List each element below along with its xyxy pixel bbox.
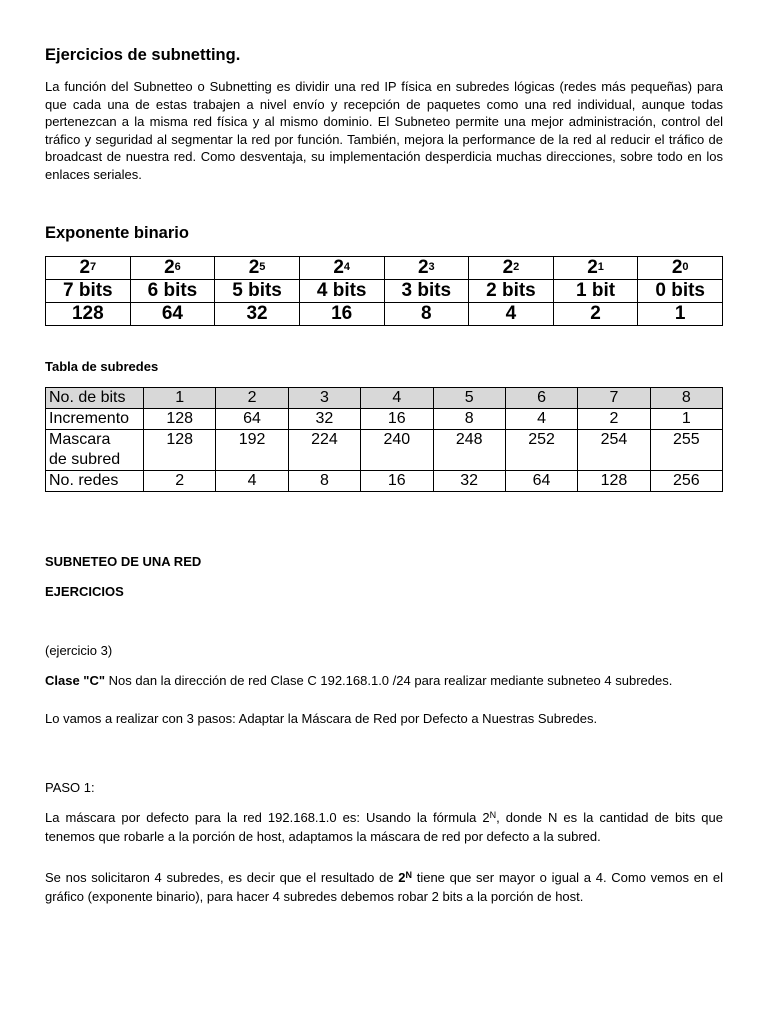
power-exponent: 6 (174, 261, 181, 273)
exercise-label: (ejercicio 3) (45, 643, 113, 658)
power-base: 2 (671, 257, 683, 278)
power-base: 2 (502, 257, 514, 278)
power-exponent: 2 (513, 261, 520, 273)
networks-cell: 4 (216, 471, 288, 492)
bits-cell: 1 bit (553, 280, 638, 303)
mask-cell: 240 (361, 430, 433, 471)
bits-cell: 0 bits (638, 280, 723, 303)
paso1-text-a: La máscara por defecto para la red 192.168.1.0 es: Usando la fórmula 2 (45, 810, 490, 825)
power-exponent: 0 (682, 261, 689, 273)
power-exponent: 3 (428, 261, 435, 273)
mask-cell: 255 (650, 430, 722, 471)
bits-cell: 3 bits (384, 280, 469, 303)
row-label: No. de bits (46, 388, 144, 409)
class-text: Nos dan la dirección de red Clase C 192.168.1.0 /24 para realizar mediante subneteo 4 subredes. (105, 673, 673, 688)
mask-cell: 248 (433, 430, 505, 471)
steps-text: Lo vamos a realizar con 3 pasos: Adaptar la Máscara de Red por Defecto a Nuestras Subredes. (45, 711, 598, 726)
power-base: 2 (79, 257, 91, 278)
bits-cell: 7 bits (46, 280, 131, 303)
exercises-title: EJERCICIOS (45, 584, 124, 599)
power-cell (469, 257, 554, 280)
increment-cell: 64 (216, 409, 288, 430)
mask-cell: 254 (578, 430, 650, 471)
row-label-line: de subred (49, 451, 121, 468)
value-cell: 16 (299, 303, 384, 326)
power-cell (553, 257, 638, 280)
value-cell: 128 (46, 303, 131, 326)
increment-cell: 16 (361, 409, 433, 430)
exponent-table (45, 256, 723, 326)
exponent-row (46, 257, 723, 280)
bits-cell: 4 bits (299, 280, 384, 303)
bits-cell: 2 (216, 388, 288, 409)
mask-cell: 252 (505, 430, 577, 471)
power-exponent: 7 (90, 261, 97, 273)
value-cell: 4 (469, 303, 554, 326)
increment-cell: 32 (288, 409, 360, 430)
power-exponent: 1 (597, 261, 604, 273)
power-exponent: 5 (259, 261, 266, 273)
subnet-bits-row (46, 388, 723, 409)
power-cell (638, 257, 723, 280)
row-label: No. redes (46, 471, 144, 492)
exponent-heading: Exponente binario (45, 224, 189, 242)
intro-paragraph: La función del Subnetteo o Subnetting es dividir una red IP física en subredes lógicas (redes más pequeñas) para que cada una de estas trabajen a nivel envío y recepción de paquetes como una red individual, aunque todas pertenezcan a la misma red física y al mismo dominio. El Subneteo permite una mejor administración, control del tráfico y seguridad al segmentar la red por función. También, mejora la performance de la red al reducir el tráfico de broadcast de nuestra red. Como desventaja, su implementación desperdicia muchas direcciones, sobre todo en los enlaces seriales. (45, 79, 723, 182)
increment-cell: 2 (578, 409, 650, 430)
power-base: 2 (417, 257, 429, 278)
bits-cell: 4 (361, 388, 433, 409)
paso1-paragraph-2 (45, 869, 723, 906)
increment-cell: 1 (650, 409, 722, 430)
subnet-table (45, 387, 723, 492)
row-label: Incremento (46, 409, 144, 430)
networks-cell: 32 (433, 471, 505, 492)
value-cell: 64 (130, 303, 215, 326)
bits-cell: 2 bits (469, 280, 554, 303)
bits-cell: 6 (505, 388, 577, 409)
paso1-text-c1: Se nos solicitaron 4 subredes, es decir que el resultado de (45, 870, 399, 885)
mask-cell: 224 (288, 430, 360, 471)
bits-cell: 1 (144, 388, 216, 409)
power-cell (215, 257, 300, 280)
power-cell (46, 257, 131, 280)
power-base: 2 (164, 257, 175, 278)
bits-cell: 5 (433, 388, 505, 409)
power-base: 2 (333, 257, 344, 278)
bits-row (46, 280, 723, 303)
bits-cell: 3 (288, 388, 360, 409)
power-cell (299, 257, 384, 280)
subnet-table-heading: Tabla de subredes (45, 359, 159, 374)
section-title: SUBNETEO DE UNA RED (45, 554, 202, 569)
networks-cell: 128 (578, 471, 650, 492)
subnet-networks-row (46, 471, 723, 492)
mask-cell: 128 (144, 430, 216, 471)
networks-cell: 16 (361, 471, 433, 492)
networks-cell: 64 (505, 471, 577, 492)
power-base: 2 (248, 257, 260, 278)
value-cell: 1 (638, 303, 723, 326)
increment-cell: 8 (433, 409, 505, 430)
networks-cell: 2 (144, 471, 216, 492)
page-title: Ejercicios de subnetting. (45, 46, 241, 64)
bits-cell: 6 bits (130, 280, 215, 303)
mask-cell: 192 (216, 430, 288, 471)
subnet-mask-row (46, 430, 723, 471)
formula-superscript: N (489, 810, 497, 820)
row-label-line: Mascara (49, 431, 111, 448)
bits-cell: 8 (650, 388, 722, 409)
networks-cell: 8 (288, 471, 360, 492)
exercise-statement (45, 672, 723, 691)
bits-cell: 7 (578, 388, 650, 409)
class-label: Clase "C" (45, 673, 106, 688)
value-cell: 32 (215, 303, 300, 326)
paso1-text-c2: tiene que ser mayor o igual a 4. Como vemos en el gráfico (exponente binario), para hacer 4 subredes debemos robar 2 bits a la porción de host. (45, 870, 723, 904)
paso1-paragraph (45, 809, 723, 846)
increment-cell: 4 (505, 409, 577, 430)
values-row (46, 303, 723, 326)
paso1-text-b: , donde N es la cantidad de bits que tenemos que robarle a la porción de host, adaptamos la máscara de red por defecto a la subred. (45, 810, 723, 844)
power-exponent: 4 (343, 261, 351, 273)
value-cell: 2 (553, 303, 638, 326)
formula-superscript: N (405, 870, 412, 880)
power-cell (384, 257, 469, 280)
value-cell: 8 (384, 303, 469, 326)
power-cell (130, 257, 215, 280)
networks-cell: 256 (650, 471, 722, 492)
paso1-label: PASO 1: (45, 780, 95, 795)
formula-base: 2 (398, 870, 406, 885)
bits-cell: 5 bits (215, 280, 300, 303)
increment-cell: 128 (144, 409, 216, 430)
power-base: 2 (587, 257, 598, 278)
subnet-increment-row (46, 409, 723, 430)
row-label (46, 430, 144, 471)
